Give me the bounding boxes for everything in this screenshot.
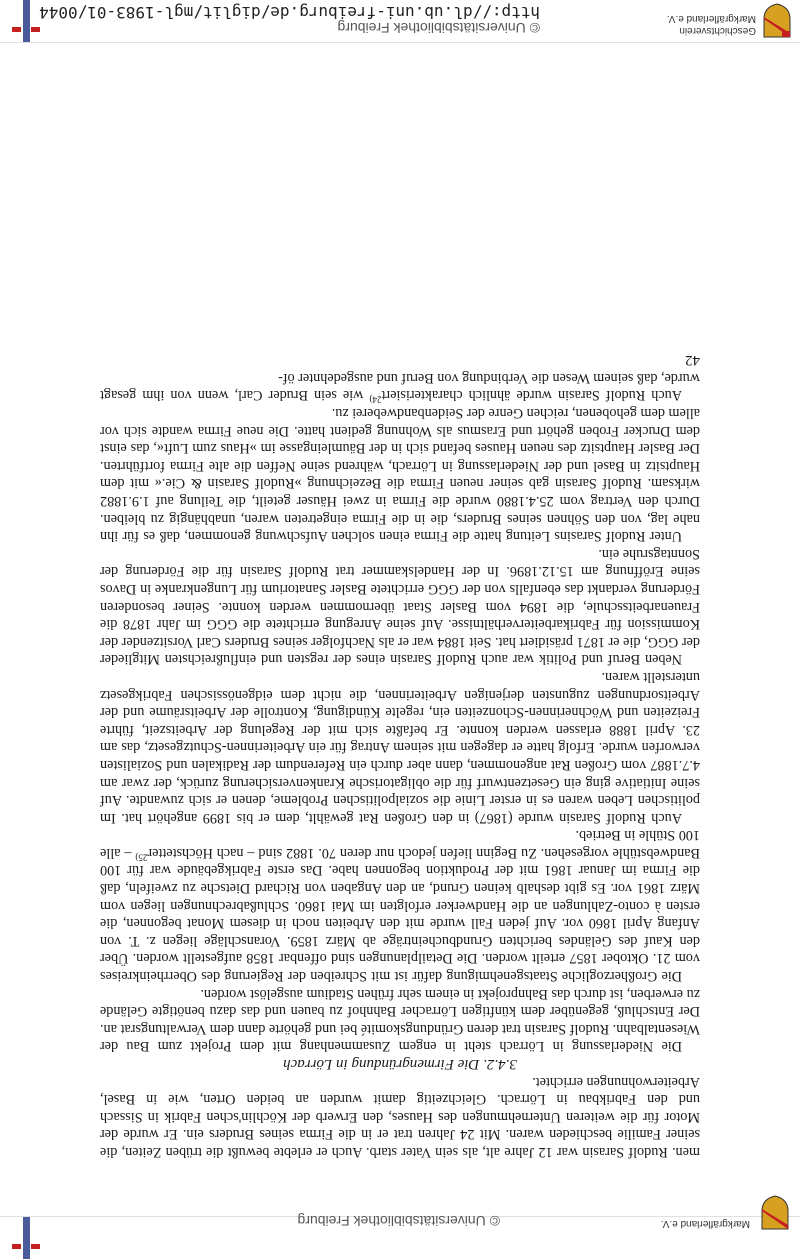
bottom-toolbar — [0, 1213, 800, 1259]
footer-org-name: Markgräflerland e.V. — [660, 1218, 750, 1229]
footer-library-credit: © Universitätsbibliothek Freiburg — [297, 1213, 500, 1229]
paragraph-4: Auch Rudolf Sarasin wurde (1867) in den Großen Rat gewählt, dem er bis 1899 angehört hat. Im politischen Leben waren es in erster Linie die sozialpolitischen Probleme, denen er sich zuwandte. Auf seine Initiative ging ein Gesetzentwurf für die obligatorische Krankenversicherung zurück, der zwar am 4.7.1887 vom Großen Rat angenommen, dann aber durch ein Referendum der Radikalen und Sozialisten verworfen wurde. Erfolg hatte er dagegen mit seinem Antrag für ein Arbeiterinnen-Schutzgesetz, das am 23. April 1888 erlassen werden konnte. Er befaßte sich mit der Regelung der Arbeitszeit, führte Freizeiten und Wöchnerinnen-Schonzeiten ein, regelte Kündigung, Kontrolle der Arbeitsräume und der Arbeitsordnungen zugunsten derjenigen Arbeiterinnen, die nicht dem eidgenössischen Fabrikgesetz unterstellt waren. — [100, 668, 700, 826]
org-line-2: Markgräflerland e.V. — [666, 13, 756, 24]
ub-logo-icon — [6, 1217, 46, 1259]
paragraph-6: Unter Rudolf Sarasins Leitung hatte die Firma einen solchen Aufschwung genommen, daß es für ihn nahe lag, von den Söhnen seines Bruders, die in die Firma eingetreten waren, unabhängig zu bleiben. Durch den Vertrag vom 25.4.1880 wurde die Firma in zwei Häuser geteilt, die Teilung auf 1.9.1882 wirksam. Rudolf Sarasin gab seiner neuen Firma die Bezeichnung »Rudolf Sarasin & Cie.« mit dem Hauptsitz in Basel und der Niederlassung in Lörrach, während seine Neffen die alte Firma fortführten. Der Basler Hauptsitz des neuen Hauses befand sich in der Bäumleingasse im »Haus zum Luft«, das einst dem Drucker Froben gehört und Erasmus als Wohnung gedient hatte. Die neue Firma wandte sich vor allem dem gehobenen, reichen Genre der Seidenbandweberei zu. — [100, 405, 700, 545]
page-number: 42 — [685, 352, 700, 369]
paragraph-2: Die Niederlassung in Lörrach steht in engem Zusammenhang mit dem Projekt zum Bau der Wiesentalbahn. Rudolf Sarasin trat deren Gründungskomité bei und gehörte dann dem Verwaltungsrat an. Der Entschluß, gegenüber dem künftigen Lörracher Bahnhof zu bauen und das dazu benötigte Gelände zu erwerben, ist durch das Bahnprojekt in einem sehr frühen Stadium ausgelöst worden. — [100, 985, 700, 1055]
org-line-1: Geschichtsverein — [679, 25, 756, 36]
paragraph-3-tail: – alle 100 Stühle in Betrieb. — [100, 827, 700, 861]
paragraph-3-text: Die Großherzogliche Staatsgenehmigung dafür ist mit Schreiben der Regierung des Oberrheinkreises vom 21. Oktober 1857 erteilt worden. Die Detailplanungen sind offenbar 1858 aufgestellt worden. Über den Kauf des Geländes berichten Grundbucheinträge ab März 1859. Voranschläge liegen z. T. von Anfang April 1860 vor. Auf jeden Fall wurde mit den Arbeiten noch in diesem Monat begonnen, die ersten à conto-Zahlungen an die Handwerker erfolgten im Mai 1860. Schlußabrechnungen liegen vom März 1861 vor. Es gibt deshalb keinen Grund, an den Angaben von Richard Dietsche zu zweifeln, daß die Firma im Januar 1861 mit der Produktion begonnen habe. Das erste Fabrikgebäude war für 100 Bandwebstühle vorgesehen. Zu Beginn liefen jedoch nur deren 70. 1882 sind – nach Höchstetter — [100, 844, 700, 985]
paragraph-7-text: Auch Rudolf Sarasin wurde ähnlich charakterisiert — [381, 387, 682, 404]
coat-of-arms-logo-icon — [762, 3, 792, 39]
paragraph-7-tail: wie sein Bruder Carl, wenn von ihm gesagt wurde, daß seinem Wesen die Verbindung von Beruf und ausgedehnter öf- — [100, 369, 700, 404]
paragraph-1: men. Rudolf Sarasin war 12 Jahre alt, als sein Vater starb. Auch er erlebte bewußt die trüben Zeiten, die seiner Familie beschieden waren. Mit 24 Jahren trat er in die Firma seines Bruders ein. Er wurde der Motor für die weiteren Unternehmungen des Hauses, den Erwerb der Köchlin'schen Fabrik in Sissach und den Fabrikbau in Lörrach. Gleichzeitig damit wurden an beiden Orten, wie in Basel, Arbeiterwohnungen errichtet. — [100, 1073, 700, 1160]
section-heading: 3.4.2. Die Firmengründung in Lörrach — [283, 1056, 517, 1073]
top-toolbar — [0, 0, 800, 43]
coat-of-arms-logo-icon — [760, 1195, 790, 1231]
paragraph-5: Neben Beruf und Politik war auch Rudolf Sarasin eines der regsten und einflußreichsten Mitglieder der GGG, die er 1871 präsidiert hat. Seit 1884 war er als Nachfolger seines Bruders Carl Vorsitzender der Kommission für Fabrikarbeiterverhältnisse. Auf seine Anregung errichtete die GGG im Jahr 1878 die Frauenarbeitsschule, die 1894 vom Basler Staat übernommen werden konnte. Seiner besonderen Förderung verdankt das ebenfalls von der GGG errichtete Basler Sanatorium für Lungenkranke in Davos seine Eröffnung am 15.12.1896. In der Handelskammer trat Rudolf Sarasin für die Förderung der Sonntagsruhe ein. — [100, 545, 700, 668]
source-url-link[interactable]: http://dl.ub.uni-freiburg.de/diglit/mgl-1983-01/0044 — [39, 3, 540, 22]
paragraph-7 — [100, 368, 700, 406]
footnote-ref-24: 24) — [369, 395, 382, 406]
page-text — [100, 351, 700, 1160]
ub-logo-icon — [6, 0, 46, 42]
org-name — [667, 12, 756, 36]
library-credit: © Universitätsbibliothek Freiburg — [337, 20, 540, 36]
paragraph-3 — [100, 826, 700, 984]
footnote-ref-25: 25) — [135, 852, 148, 863]
scanned-page — [0, 60, 800, 1200]
